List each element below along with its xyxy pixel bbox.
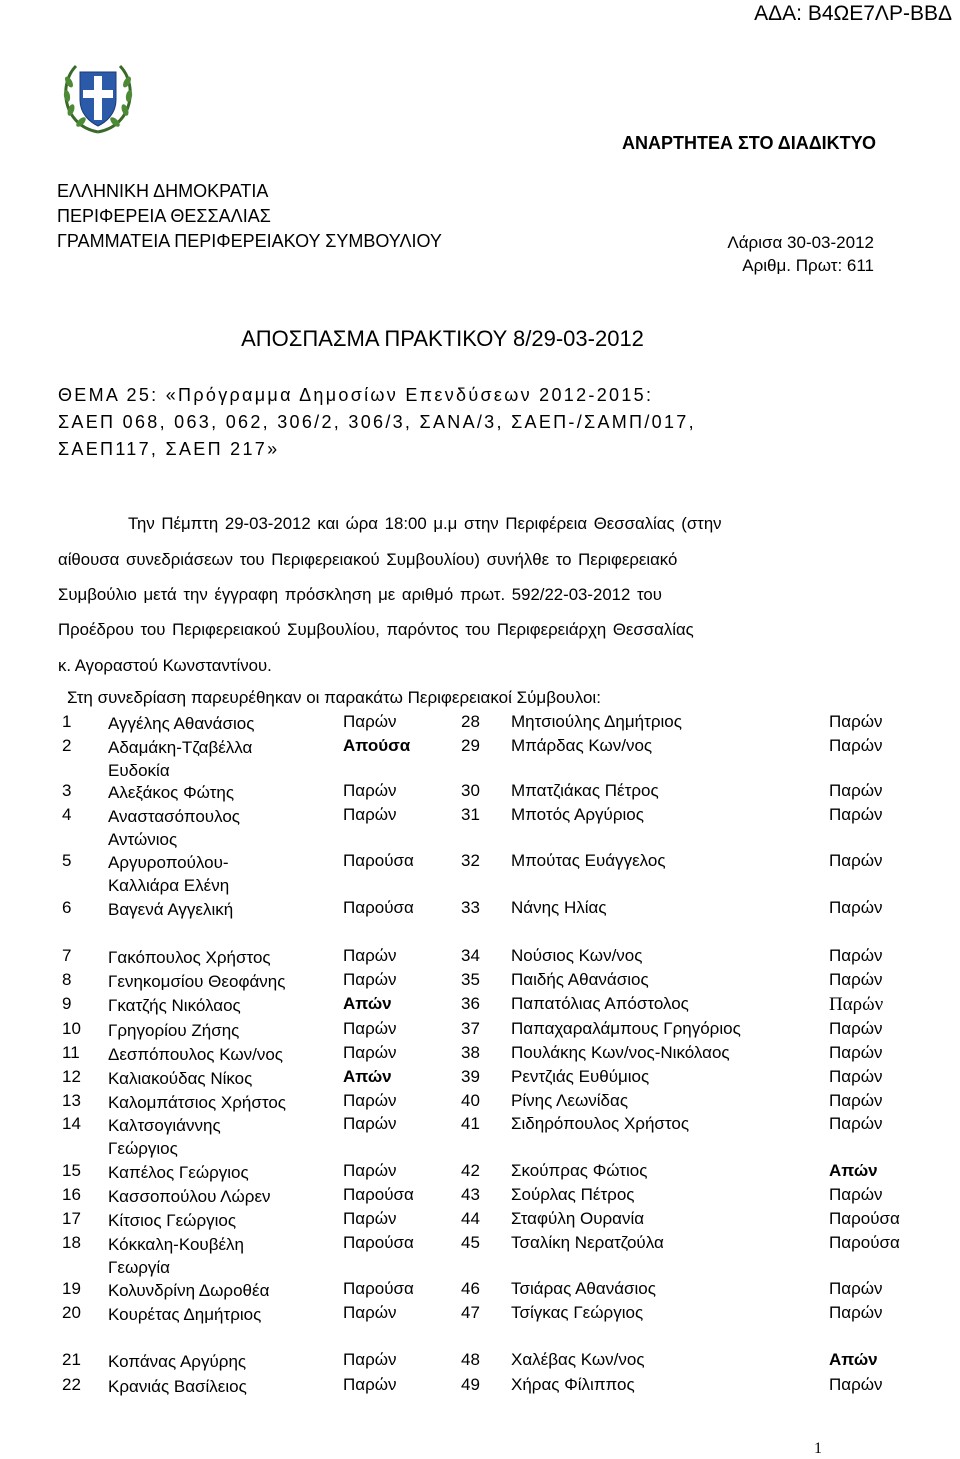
member-name: Καλτσογιάννης Γεώργιος [108,1116,221,1158]
member-number: 45 [461,1233,480,1252]
member-status: Απούσα [343,736,411,755]
member-status: Απών [829,1350,878,1369]
member-name: Χαλέβας Κων/νος [511,1350,645,1369]
member-status: Απών [343,994,392,1013]
theme-line-3: ΣΑΕΠ117, ΣΑΕΠ 217» [58,439,280,459]
member-number: 38 [461,1043,480,1062]
member-name: Μπούτας Ευάγγελος [511,851,666,870]
member-number: 48 [461,1350,480,1369]
member-number: 41 [461,1114,480,1133]
member-name: Καλομπάτσιος Χρήστος [108,1093,286,1112]
member-status: Παρών [343,1303,397,1322]
header-line-3: ΓΡΑΜΜΑΤΕΙΑ ΠΕΡΙΦΕΡΕΙΑΚΟΥ ΣΥΜΒΟΥΛΙΟΥ [57,231,442,251]
body-paragraph-line: κ. Αγοραστού Κωνσταντίνου. [58,656,272,675]
member-number: 9 [62,994,72,1013]
member-name: Χήρας Φίλιππος [511,1375,635,1394]
member-status: Παρών [829,736,883,755]
member-number: 35 [461,970,480,989]
member-name: Τσαλίκη Νερατζούλα [511,1233,664,1252]
member-name: Γρηγορίου Ζήσης [108,1021,240,1040]
member-status: Παρών [829,946,883,965]
member-status: Παρών [343,1043,397,1062]
member-status: Παρών [829,1303,883,1322]
member-status: Παρούσα [343,851,414,870]
member-status: Παρών [343,805,397,824]
theme-line-2: ΣΑΕΠ 068, 063, 062, 306/2, 306/3, ΣΑΝΑ/3, ΣΑΕΠ-/ΣΑΜΠ/017, [58,412,696,432]
member-number: 12 [62,1067,81,1086]
theme-line-1: ΘΕΜΑ 25: «Πρόγραμμα Δημοσίων Επενδύσεων 2012-2015: [58,385,654,405]
member-status: Παρών [829,712,883,731]
table-row [0,851,960,899]
ada-code: ΑΔΑ: Β4ΩΕ7ΛΡ-ΒΒΔ [754,2,952,25]
member-status: Παρών [343,1375,397,1394]
member-status: Παρούσα [829,1209,900,1228]
greek-emblem-icon [58,58,138,138]
table-row [0,1375,960,1423]
member-number: 11 [62,1043,80,1062]
table-row [0,1114,960,1162]
member-status: Παρών [343,1350,397,1369]
member-number: 37 [461,1019,480,1038]
member-name: Δεσπόπουλος Κων/νος [108,1045,283,1064]
member-status: Παρών [829,1185,883,1204]
body-paragraph-line: Συμβούλιο μετά την έγγραφη πρόσκληση με αριθμό πρωτ. 592/22-03-2012 του [58,585,662,604]
member-status: Παρών [829,781,883,800]
member-number: 8 [62,970,72,989]
posting-note: ΑΝΑΡΤΗΤΕΑ ΣΤΟ ΔΙΑΔΙΚΤΥΟ [622,133,876,153]
member-status: Απών [829,1161,878,1180]
member-status: Παρών [829,805,883,824]
member-number: 14 [62,1114,81,1133]
member-name: Κρανιάς Βασίλειος [108,1377,247,1396]
header-line-1: ΕΛΛΗΝΙΚΗ ΔΗΜΟΚΡΑΤΙΑ [57,181,269,201]
member-number: 20 [62,1303,81,1322]
member-name: Αργυροπούλου- Καλλιάρα Ελένη [108,853,230,895]
member-status: Παρών [829,1019,883,1038]
member-name: Ρίνης Λεωνίδας [511,1091,629,1110]
member-status: Παρών [829,994,884,1015]
member-status: Παρών [343,1209,397,1228]
member-status: Παρών [343,1019,397,1038]
member-number: 42 [461,1161,480,1180]
body-paragraph-line: αίθουσα συνεδριάσεων του Περιφερειακού Συμβουλίου) συνήλθε το Περιφερειακό [58,550,678,569]
member-name: Καλιακούδας Νίκος [108,1069,253,1088]
member-number: 19 [62,1279,81,1298]
member-name: Γκατζής Νικόλαος [108,996,241,1015]
table-row [0,805,960,853]
member-number: 16 [62,1185,81,1204]
member-status: Παρών [343,1114,397,1133]
member-name: Σούρλας Πέτρος [511,1185,635,1204]
member-name: Τσίγκας Γεώργιος [511,1303,644,1322]
member-number: 28 [461,712,480,731]
member-name: Πουλάκης Κων/νος-Νικόλαος [511,1043,730,1062]
member-status: Απών [343,1067,392,1086]
member-number: 36 [461,994,480,1013]
member-number: 31 [461,805,480,824]
member-number: 32 [461,851,480,870]
member-status: Παρούσα [343,1233,414,1252]
member-number: 5 [62,851,72,870]
member-number: 40 [461,1091,480,1110]
member-name: Κασσοπούλου Λώρεν [108,1187,271,1206]
member-name: Γενηκομσίου Θεοφάνης [108,972,286,991]
member-number: 33 [461,898,480,917]
member-status: Παρών [343,1161,397,1180]
member-name: Μπατζιάκας Πέτρος [511,781,659,800]
member-status: Παρών [343,712,397,731]
member-name: Αγγέλης Αθανάσιος [108,714,255,733]
member-name: Κίτσιος Γεώργιος [108,1211,237,1230]
member-name: Μπάρδας Κων/νος [511,736,653,755]
member-number: 46 [461,1279,480,1298]
member-status: Παρών [829,851,883,870]
table-row [0,1303,960,1351]
member-name: Παιδής Αθανάσιος [511,970,649,989]
member-name: Βαγενά Αγγελική [108,900,234,919]
member-name: Παπατόλιας Απόστολος [511,994,689,1013]
member-name: Κουρέτας Δημήτριος [108,1305,262,1324]
member-name: Σκούπρας Φώτιος [511,1161,648,1180]
table-row [0,1233,960,1281]
member-status: Παρών [829,970,883,989]
member-status: Παρών [829,1279,883,1298]
member-number: 18 [62,1233,81,1252]
member-name: Καπέλος Γεώργιος [108,1163,249,1182]
member-name: Σταφύλη Ουρανία [511,1209,645,1228]
member-status: Παρών [343,970,397,989]
member-number: 2 [62,736,72,755]
member-number: 30 [461,781,480,800]
member-name: Κολυνδρίνη Δωροθέα [108,1281,270,1300]
member-number: 22 [62,1375,81,1394]
member-number: 34 [461,946,480,965]
member-name: Αδαμάκη-Τζαβέλλα Ευδοκία [108,738,253,780]
member-name: Μητσιούλης Δημήτριος [511,712,682,731]
member-number: 29 [461,736,480,755]
protocol-number: Αριθμ. Πρωτ: 611 [742,256,874,275]
table-row [0,736,960,784]
member-name: Κόκκαλη-Κουβέλη Γεωργία [108,1235,245,1277]
member-name: Σιδηρόπουλος Χρήστος [511,1114,690,1133]
member-status: Παρούσα [343,898,414,917]
member-number: 4 [62,805,72,824]
member-number: 39 [461,1067,480,1086]
member-name: Κοπάνας Αργύρης [108,1352,247,1371]
member-status: Παρούσα [343,1279,414,1298]
member-name: Αλεξάκος Φώτης [108,783,235,802]
page-number: 1 [814,1440,822,1457]
member-number: 1 [62,712,72,731]
member-number: 49 [461,1375,480,1394]
members-intro: Στη συνεδρίαση παρευρέθηκαν οι παρακάτω Περιφερειακοί Σύμβουλοι: [67,688,601,707]
member-status: Παρών [829,1067,883,1086]
member-number: 3 [62,781,72,800]
member-name: Τσιάρας Αθανάσιος [511,1279,656,1298]
member-status: Παρούσα [829,1233,900,1252]
page-title: ΑΠΟΣΠΑΣΜΑ ΠΡΑΚΤΙΚΟΥ 8/29-03-2012 [241,326,644,351]
member-number: 15 [62,1161,81,1180]
member-number: 47 [461,1303,480,1322]
member-status: Παρών [829,898,883,917]
header-line-2: ΠΕΡΙΦΕΡΕΙΑ ΘΕΣΣΑΛΙΑΣ [57,206,271,226]
member-name: Μποτός Αργύριος [511,805,644,824]
member-status: Παρών [829,1091,883,1110]
member-name: Νάνης Ηλίας [511,898,607,917]
member-status: Παρών [829,1043,883,1062]
member-name: Αναστασόπουλος Αντώνιος [108,807,240,849]
member-number: 13 [62,1091,81,1110]
member-name: Γακόπουλος Χρήστος [108,948,271,967]
member-number: 7 [62,946,72,965]
member-status: Παρών [343,781,397,800]
member-name: Ρεντζιάς Ευθύμιος [511,1067,650,1086]
member-status: Παρών [343,946,397,965]
member-number: 10 [62,1019,81,1038]
member-status: Παρούσα [343,1185,414,1204]
member-number: 44 [461,1209,480,1228]
member-status: Παρών [343,1091,397,1110]
member-name: Παπαχαραλάμπους Γρηγόριος [511,1019,741,1038]
member-status: Παρών [829,1114,883,1133]
member-number: 21 [62,1350,81,1369]
body-paragraph-line: Προέδρου του Περιφερειακού Συμβουλίου, παρόντος του Περιφερειάρχη Θεσσαλίας [58,620,694,639]
member-status: Παρών [829,1375,883,1394]
member-number: 6 [62,898,72,917]
member-name: Νούσιος Κων/νος [511,946,643,965]
table-row [0,898,960,946]
member-number: 17 [62,1209,81,1228]
document-date: Λάρισα 30-03-2012 [727,233,874,252]
body-paragraph-line: Την Πέμπτη 29-03-2012 και ώρα 18:00 μ.μ στην Περιφέρεια Θεσσαλίας (στην [128,514,722,533]
member-number: 43 [461,1185,480,1204]
